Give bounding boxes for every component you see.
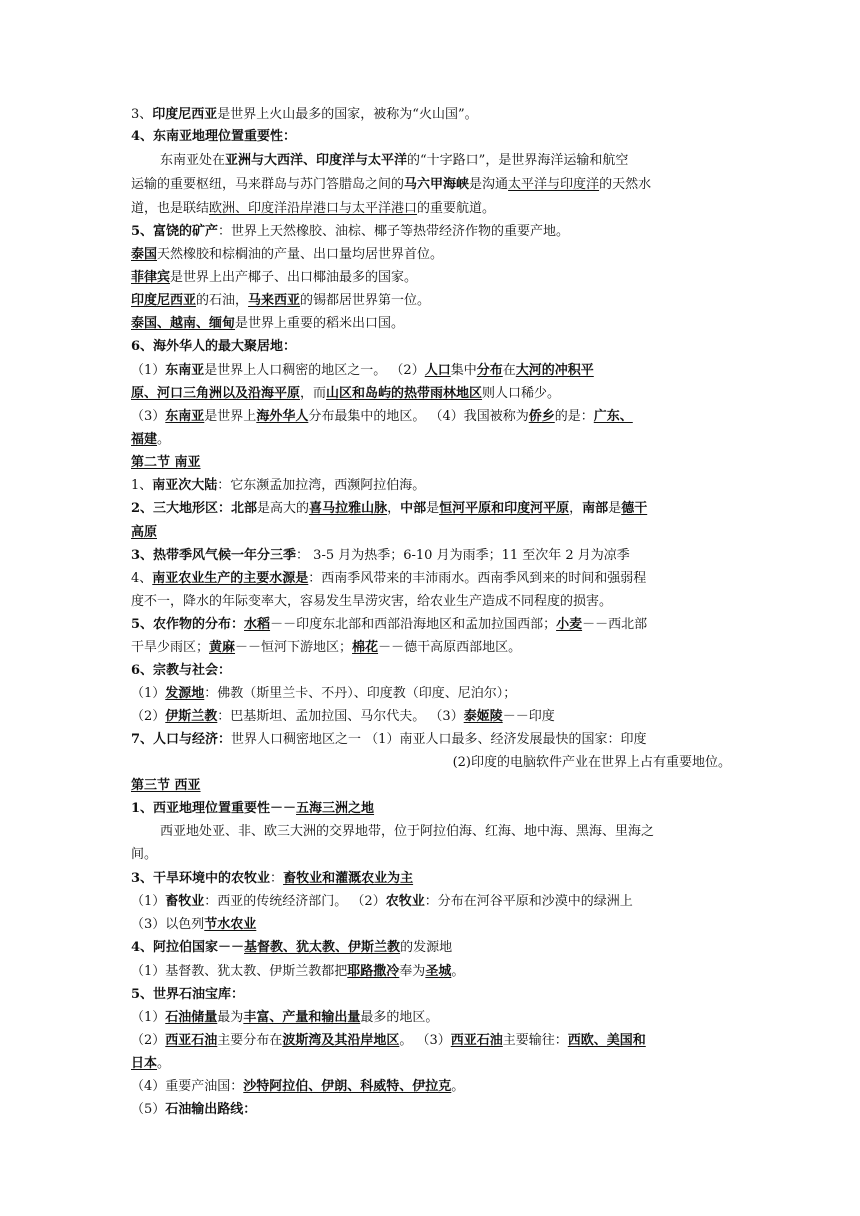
text-line (160, 150, 628, 172)
text-line (131, 798, 374, 820)
text-span: 的天然水 (599, 177, 652, 192)
emphasis-text: 石油输出路线： (165, 1102, 257, 1117)
text-line (131, 706, 555, 728)
emphasis-text: 喜马拉雅山脉 (309, 501, 388, 516)
text-span: （1） (131, 1010, 166, 1025)
text-span: 分布最集中的地区。 （4）我国被称为 (308, 409, 529, 424)
emphasis-text: 6、宗教与社会： (131, 663, 232, 678)
emphasis-text: 水稻 (244, 617, 271, 632)
text-span: 度不一，降水的年际变率大，容易发生旱涝灾害，给农业生产造成不同程度的损害。 (131, 594, 613, 609)
text-span: ：分布在河谷平原和沙漠中的绿洲上 (424, 894, 633, 909)
text-span: 最多的地区。 (360, 1010, 439, 1025)
emphasis-text: 农牧业 (385, 894, 425, 909)
emphasis-text: 东南亚 (165, 409, 205, 424)
emphasis-text: 泰国、越南、缅甸 (131, 316, 236, 331)
text-span: 在 (502, 363, 516, 378)
emphasis-text: 2、三大地形区：北部 (131, 501, 258, 516)
text-span: （2） (131, 1033, 166, 1048)
text-line (131, 614, 647, 636)
emphasis-text: 波斯湾及其沿岸地区 (282, 1033, 400, 1048)
text-span: 。 (451, 1079, 465, 1094)
emphasis-text: 基督教、犹太教、伊斯兰教 (244, 940, 401, 955)
emphasis-text: 畜牧业 (165, 894, 205, 909)
text-line (131, 244, 443, 266)
text-line (131, 313, 404, 335)
emphasis-text: 西欧、美国和 (567, 1033, 646, 1048)
text-span: 最为 (217, 1010, 244, 1025)
emphasis-text: 棉花 (352, 640, 379, 655)
emphasis-text: 泰姬陵 (463, 709, 503, 724)
text-line (131, 868, 413, 890)
text-span: 的重要航道。 (417, 201, 496, 216)
text-line (131, 174, 651, 196)
text-span: ：佛教（斯里兰卡、不丹）、印度教（印度、尼泊尔）； (204, 686, 517, 701)
text-line (131, 126, 296, 148)
text-line (131, 660, 231, 682)
emphasis-text: 泰国 (131, 247, 158, 262)
emphasis-text: 3、热带季风气候一年分三季 (131, 548, 297, 563)
emphasis-text: 1、西亚地理位置重要性－－ (131, 801, 297, 816)
emphasis-text: 日本 (131, 1056, 158, 1071)
text-span: （1） (131, 686, 166, 701)
emphasis-text: 海外华人 (256, 409, 309, 424)
text-span: ：巴基斯坦、孟加拉国、马尔代夫。 （3） (217, 709, 464, 724)
text-line (131, 267, 417, 289)
text-span: 3、 (131, 107, 153, 122)
text-span: （5） (131, 1102, 166, 1117)
text-span: 奉为 (399, 964, 426, 979)
text-span: (2)印度的电脑软件产业在世界上占有重要地位。 (452, 755, 731, 770)
emphasis-text: 南亚次大陆 (152, 478, 218, 493)
emphasis-text: 恒河平原和印度河平原 (439, 501, 570, 516)
text-span: 东南亚处在 (160, 153, 226, 168)
emphasis-text: 南亚农业生产的主要水源是 (152, 571, 309, 586)
text-span: 西亚地处亚、非、欧三大洲的交界地带，位于阿拉伯海、红海、地中海、黑海、里海之 (160, 824, 655, 839)
text-line (131, 429, 170, 451)
emphasis-text: 第二节 南亚 (131, 455, 201, 470)
emphasis-text: 高原 (131, 525, 158, 540)
emphasis-text: 太平洋与印度洋 (508, 177, 600, 192)
text-span: 运输的重要枢纽，马来群岛与苏门答腊岛之间的 (131, 177, 405, 192)
text-line (131, 383, 560, 405)
emphasis-text: 人口 (424, 363, 451, 378)
emphasis-text: 黄麻 (209, 640, 236, 655)
text-span: ， (387, 501, 401, 516)
emphasis-text: 6、海外华人的最大聚居地： (131, 339, 297, 354)
emphasis-text: 中部 (400, 501, 427, 516)
text-span: 是世界上火山最多的国家，被称为“火山国”。 (217, 107, 478, 122)
emphasis-text: 西亚石油 (450, 1033, 503, 1048)
emphasis-text: 大河的冲积平 (515, 363, 594, 378)
text-line (131, 1007, 438, 1029)
text-span: 是世界上出产椰子、出口椰油最多的国家。 (170, 270, 418, 285)
text-span: 集中 (450, 363, 477, 378)
text-line (131, 1099, 256, 1121)
text-span: 的是： (554, 409, 594, 424)
emphasis-text: 小麦 (556, 617, 583, 632)
emphasis-text: 山区和岛屿的热带雨林地区 (326, 386, 483, 401)
text-span: 4、 (131, 571, 153, 586)
emphasis-text: 3、干旱环境中的农牧业 (131, 871, 271, 886)
text-line (131, 775, 201, 797)
text-line (131, 336, 296, 358)
emphasis-text: 欧洲、印度洋沿岸港口与太平洋港口 (209, 201, 418, 216)
emphasis-text: 发源地 (165, 686, 205, 701)
emphasis-text: 沙特阿拉伯、伊朗、科威特、伊拉克 (243, 1079, 452, 1094)
emphasis-text: 东南亚 (165, 363, 205, 378)
text-span: 是世界上人口稠密的地区之一。 （2） (204, 363, 425, 378)
text-span: 是世界上 (204, 409, 257, 424)
emphasis-text: 印度尼西亚 (131, 293, 197, 308)
text-line (131, 104, 478, 126)
text-span: （4）重要产油国： (131, 1079, 244, 1094)
text-line (131, 498, 647, 520)
text-span: －－西北部 (582, 617, 648, 632)
text-span: 的锡都居世界第一位。 (300, 293, 431, 308)
text-span: 干旱少雨区； (131, 640, 210, 655)
emphasis-text: 4、阿拉伯国家－－ (131, 940, 245, 955)
text-span: （2） (131, 709, 166, 724)
emphasis-text: 马来西亚 (248, 293, 301, 308)
text-span: －－德干高原西部地区。 (378, 640, 522, 655)
emphasis-text: 西亚石油 (165, 1033, 218, 1048)
text-line (131, 290, 430, 312)
emphasis-text: 五海三洲之地 (296, 801, 375, 816)
text-span: ： (270, 871, 284, 886)
text-span: －－恒河下游地区； (235, 640, 353, 655)
emphasis-text: 节水农业 (204, 917, 257, 932)
text-span: 1、 (131, 478, 153, 493)
emphasis-text: 第三节 西亚 (131, 778, 201, 793)
text-span: ， (569, 501, 583, 516)
text-span: （3）以色列 (131, 917, 205, 932)
text-line (131, 637, 521, 659)
text-span: （3） (131, 409, 166, 424)
text-line (131, 1053, 170, 1075)
text-line (131, 1076, 464, 1098)
text-span: ：西亚的传统经济部门。 （2） (204, 894, 386, 909)
text-line (453, 752, 731, 774)
text-span: －－印度 (502, 709, 555, 724)
text-line (131, 1030, 646, 1052)
text-line (131, 914, 256, 936)
text-span: （1）基督教、犹太教、伊斯兰教都把 (131, 964, 348, 979)
text-line (131, 844, 157, 866)
emphasis-text: 畜牧业和灌溉农业为主 (283, 871, 414, 886)
text-span: 主要分布在 (217, 1033, 283, 1048)
emphasis-text: 分布 (476, 363, 503, 378)
text-span: （1） (131, 363, 166, 378)
text-span: ：西南季风带来的丰沛雨水。西南季风到来的时间和强弱程 (308, 571, 647, 586)
text-line (131, 961, 464, 983)
emphasis-text: 福建 (131, 432, 158, 447)
text-line (160, 821, 654, 843)
emphasis-text: 印度尼西亚 (152, 107, 218, 122)
text-span: 道，也是联结 (131, 201, 210, 216)
emphasis-text: 丰富、产量和输出量 (243, 1010, 361, 1025)
text-span: 间。 (131, 847, 158, 862)
emphasis-text: 5、世界石油宝库： (131, 987, 245, 1002)
text-line (131, 522, 157, 544)
text-line (131, 475, 425, 497)
text-span: 。 (157, 1056, 171, 1071)
text-span: 的发源地 (400, 940, 453, 955)
text-line (131, 545, 630, 567)
text-line (131, 360, 594, 382)
text-line (131, 891, 633, 913)
emphasis-text: 石油储量 (165, 1010, 218, 1025)
text-line (131, 591, 612, 613)
emphasis-text: 南部 (582, 501, 609, 516)
text-span: 的石油， (196, 293, 249, 308)
emphasis-text: 广东、 (593, 409, 633, 424)
emphasis-text: 4、东南亚地理位置重要性： (131, 129, 297, 144)
text-span: 的“十字路口”，是世界海洋运输和航空 (407, 153, 629, 168)
text-span: ： 3-5 月为热季；6-10 月为雨季；11 至次年 2 月为凉季 (296, 548, 630, 563)
emphasis-text: 原、河口三角洲以及沿海平原 (131, 386, 301, 401)
emphasis-text: 德干 (621, 501, 648, 516)
text-line (131, 198, 495, 220)
text-line (131, 984, 244, 1006)
text-span: ：它东濒孟加拉湾，西濒阿拉伯海。 (217, 478, 426, 493)
emphasis-text: 7、人口与经济： (131, 732, 232, 747)
emphasis-text: 耶路撒冷 (347, 964, 400, 979)
text-span: 则人口稀少。 (482, 386, 561, 401)
text-line (131, 452, 201, 474)
text-span: 天然橡胶和棕榈油的产量、出口量均居世界首位。 (157, 247, 444, 262)
text-span: 是高大的 (257, 501, 310, 516)
text-span: －－印度东北部和西部沿海地区和孟加拉国西部； (270, 617, 557, 632)
text-span: ，而 (300, 386, 327, 401)
text-span: 是沟通 (469, 177, 509, 192)
text-span: ：世界上天然橡胶、油棕、椰子等热带经济作物的重要产地。 (218, 224, 570, 239)
text-line (131, 406, 633, 428)
emphasis-text: 马六甲海峡 (404, 177, 470, 192)
text-span: （1） (131, 894, 166, 909)
emphasis-text: 圣城 (425, 964, 452, 979)
text-line (131, 937, 452, 959)
text-line (131, 683, 516, 705)
text-span: 是 (426, 501, 440, 516)
text-span: 是世界上重要的稻米出口国。 (235, 316, 405, 331)
text-line (131, 729, 646, 751)
text-span: 世界人口稠密地区之一 （1）南亚人口最多、经济发展最快的国家：印度 (231, 732, 647, 747)
text-line (131, 568, 646, 590)
emphasis-text: 伊斯兰教 (165, 709, 218, 724)
text-span: 。 (157, 432, 171, 447)
emphasis-text: 侨乡 (528, 409, 555, 424)
emphasis-text: 5、富饶的矿产 (131, 224, 219, 239)
emphasis-text: 亚洲与大西洋、印度洋与太平洋 (225, 153, 408, 168)
text-span: 。 (451, 964, 465, 979)
emphasis-text: 菲律宾 (131, 270, 171, 285)
emphasis-text: 5、农作物的分布： (131, 617, 245, 632)
text-span: 主要输往： (502, 1033, 568, 1048)
text-span: 是 (608, 501, 622, 516)
text-span: 。 （3） (399, 1033, 451, 1048)
text-line (131, 221, 569, 243)
